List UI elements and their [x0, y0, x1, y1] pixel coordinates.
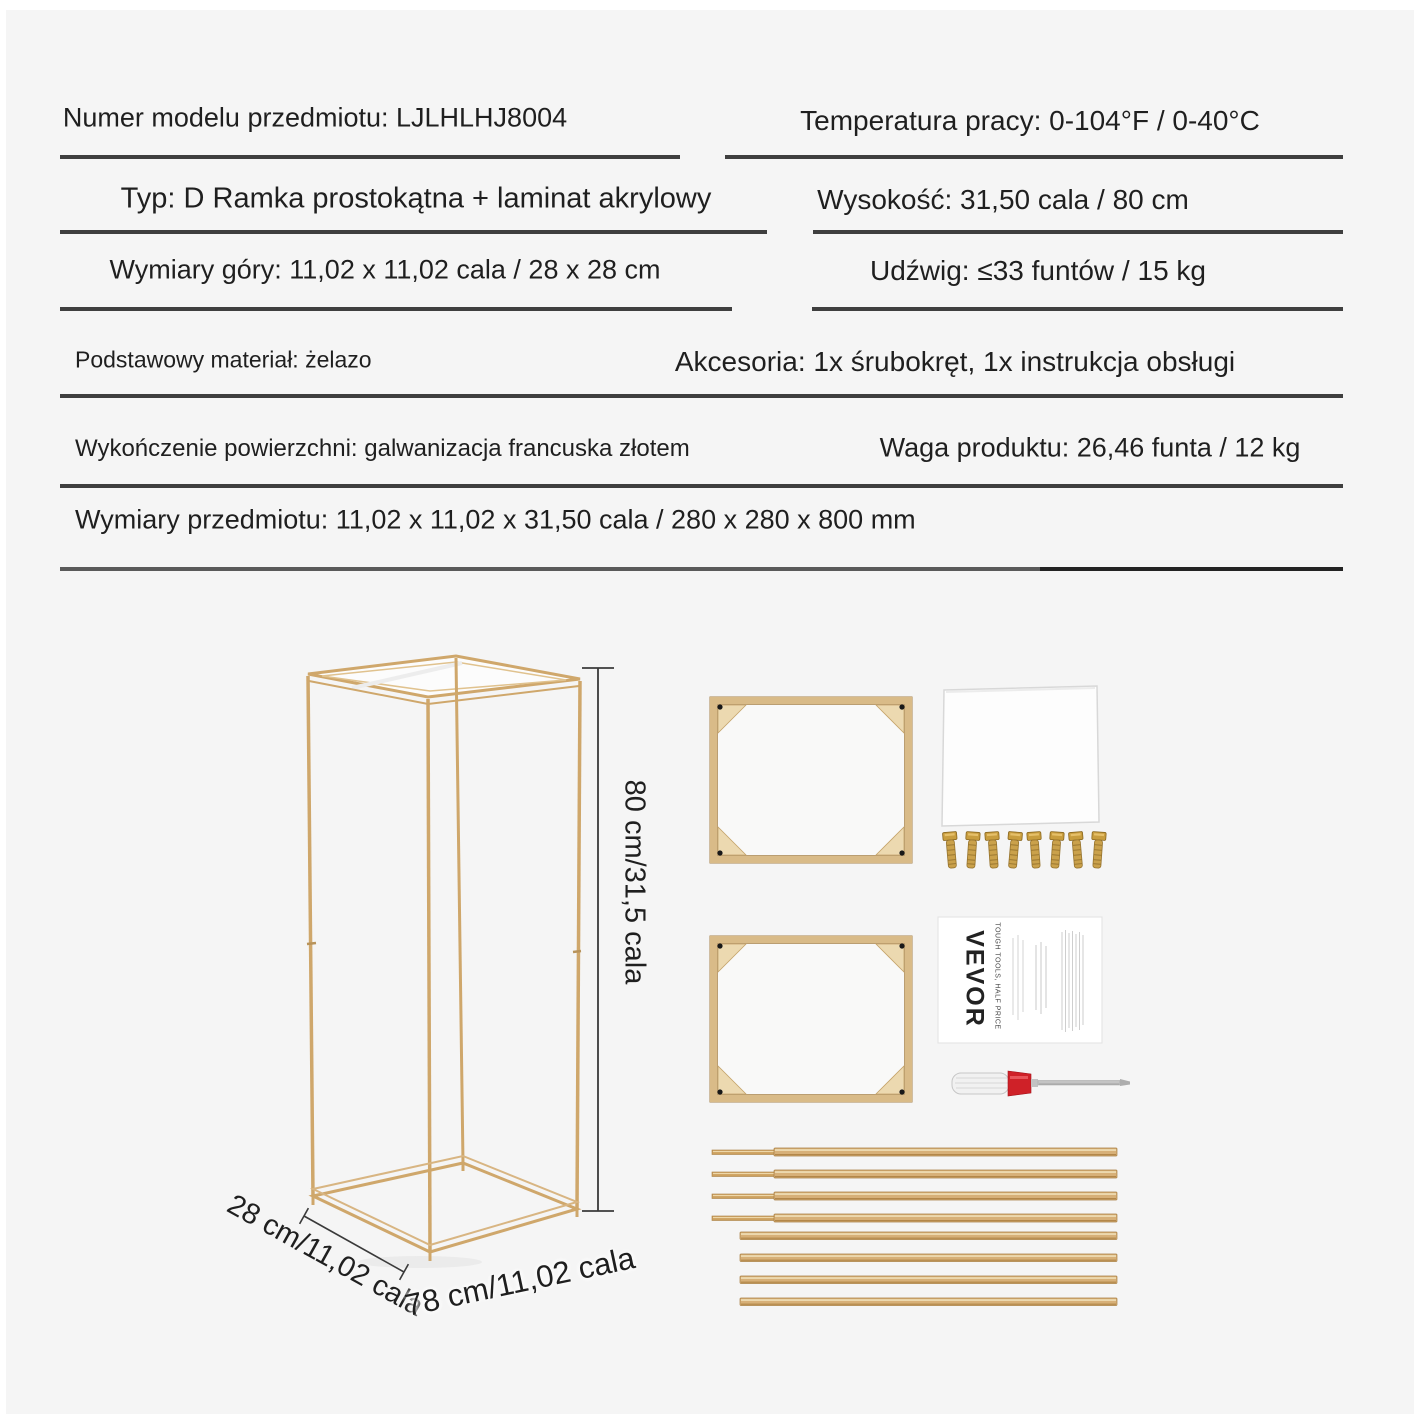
- spec-accessories: Akcesoria: 1x śrubokręt, 1x instrukcja obsługi: [674, 346, 1236, 377]
- spec-load-capacity: Udźwig: ≤33 funtów / 15 kg: [870, 255, 1206, 286]
- spec-surface-finish: Wykończenie powierzchni: galwanizacja francuska złotem: [75, 435, 690, 462]
- spec-base-material: Podstawowy materiał: żelazo: [75, 346, 372, 373]
- spec-product-weight: Waga produktu: 26,46 funta / 12 kg: [879, 432, 1301, 463]
- depth-dimension-label: 28 cm/11,02 cala: [221, 1188, 429, 1323]
- spec-height: Wysokość: 31,50 cala / 80 cm: [817, 184, 1189, 215]
- manual-tagline: TOUGH TOOLS, HALF PRICE: [993, 922, 1001, 1030]
- spec-model-number: Numer modelu przedmiotu: LJLHLHJ8004: [62, 102, 568, 133]
- width-dimension-label: 78 cm/11,02 cala: [401, 1240, 638, 1323]
- spec-item-dimensions: Wymiary przedmiotu: 11,02 x 11,02 x 31,50 cala / 280 x 280 x 800 mm: [75, 504, 916, 535]
- manual-brand-logo: VEVOR: [960, 930, 989, 1028]
- height-dimension-label: 80 cm/31,5 cala: [618, 779, 651, 985]
- spec-type: Typ: D Ramka prostokątna + laminat akrylowy: [120, 182, 712, 215]
- spec-working-temperature: Temperatura pracy: 0-104°F / 0-40°C: [800, 105, 1260, 136]
- spec-top-dimensions: Wymiary góry: 11,02 x 11,02 cala / 28 x 28 cm: [109, 254, 661, 285]
